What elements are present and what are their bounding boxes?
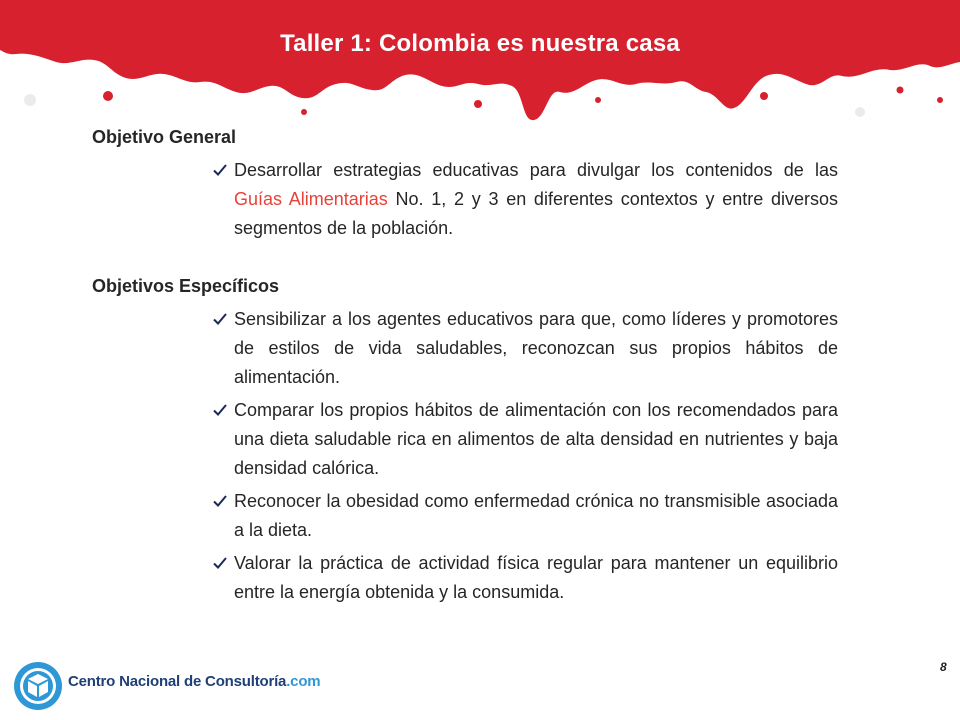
brand-suffix: .com [286,673,321,690]
list-item [212,305,838,392]
item-text: Valorar la práctica de actividad física regular para mantener un equilibrio entre la energía obtenida y la consumida. [234,553,838,602]
item-text: Comparar los propios hábitos de alimentación con los recomendados para una dieta saludable rica en alimentos de alta densidad en nutrientes y baja densidad calórica. [234,400,838,478]
specific-objectives-heading: Objetivos Específicos [92,276,280,296]
list-item [212,156,838,243]
item-text: Sensibilizar a los agentes educativos para que, como líderes y promotores de estilos de vida saludables, reconozcan sus propios hábitos de alimentación. [234,309,838,387]
red-splash-banner [0,0,960,130]
item-text-end: No. 1, 2 y 3 en diferentes contextos y entre diversos segmentos de la población. [234,189,838,238]
general-objective-list [92,156,838,243]
checkmark-icon [212,555,228,571]
list-item [212,487,838,545]
general-objective-heading: Objetivo General [92,127,237,147]
cnc-logo-icon [12,660,64,712]
checkmark-icon [212,493,228,509]
checkmark-icon [212,162,228,178]
list-item [212,549,838,607]
specific-objectives-list [92,305,838,607]
brand-main: Centro Nacional de Consultoría [68,673,287,690]
guias-alimentarias-highlight: Guías Alimentarias [234,189,388,209]
slide-content [92,124,838,611]
checkmark-icon [212,311,228,327]
item-text: Desarrollar estrategias educativas para divulgar los contenidos de las [234,160,838,180]
list-item [212,396,838,483]
brand-name [68,673,320,690]
checkmark-icon [212,402,228,418]
page-number: 8 [940,660,947,674]
item-text: Reconocer la obesidad como enfermedad crónica no transmisible asociada a la dieta. [234,491,838,540]
slide-title: Taller 1: Colombia es nuestra casa [280,30,680,57]
